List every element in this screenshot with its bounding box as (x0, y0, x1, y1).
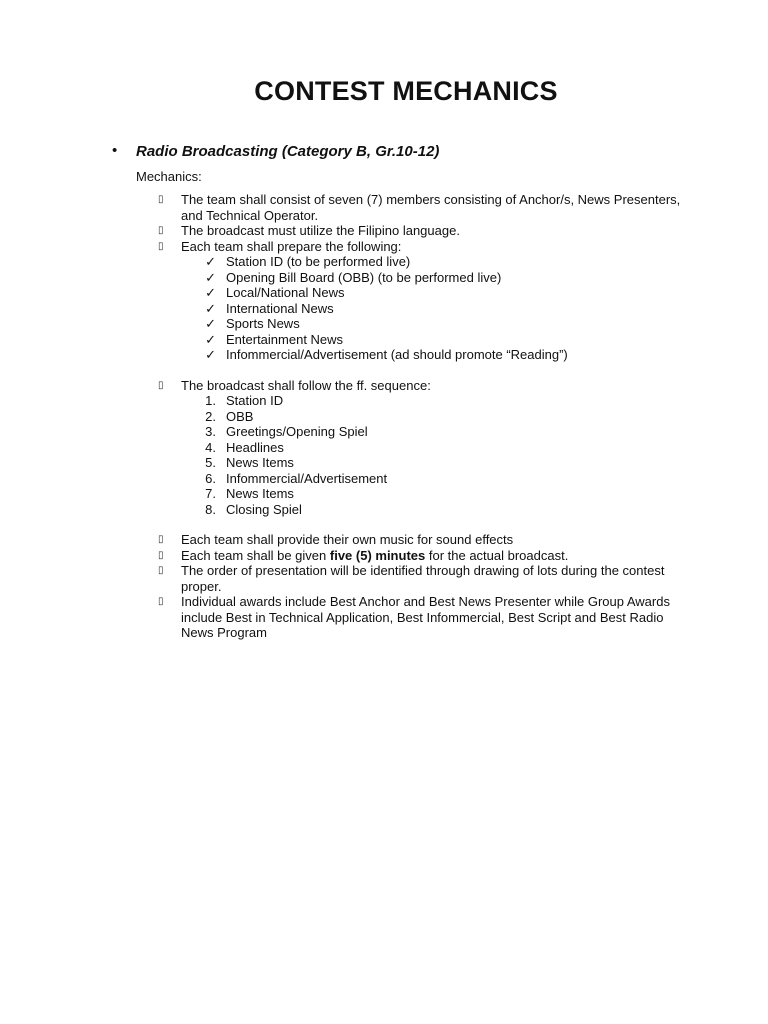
sequence-item: 7. News Items (205, 486, 294, 501)
sequence-item: 5. News Items (205, 455, 294, 470)
sublist-item: ✓ Entertainment News (181, 332, 698, 348)
list-item (158, 223, 698, 239)
list-item (158, 532, 698, 548)
sublist-item: ✓ Sports News (181, 316, 698, 332)
bullet-icon: ▯ (158, 240, 164, 252)
bullet-icon: • (112, 142, 118, 159)
list-item-text: The team shall consist of seven (7) members consisting of Anchor/s, News Presenters, and Technical Operator. (181, 192, 681, 223)
bullet-icon: ▯ (158, 565, 164, 576)
mechanics-list (158, 192, 698, 641)
sequence-item: 4. Headlines (205, 439, 284, 455)
check-icon: ✓ (205, 254, 216, 269)
bullet-icon: ▯ (158, 534, 164, 545)
bullet-icon: ▯ (158, 225, 164, 236)
prepare-sublist (181, 254, 698, 363)
bullet-icon: ▯ (158, 549, 164, 561)
check-icon: ✓ (205, 316, 216, 331)
list-item-text-after: for the actual broadcast. (425, 547, 569, 563)
sublist-item: ✓ Infommercial/Advertisement (ad should promote “Reading”) (181, 347, 698, 363)
sequence-item: 1. Station ID (205, 393, 284, 408)
bullet-icon: ▯ (158, 596, 164, 607)
sequence-item: 6. Infommercial/Advertisement (205, 470, 388, 486)
list-item-text: The order of presentation will be identified through drawing of lots during the contest proper. (181, 563, 665, 594)
check-icon: ✓ (205, 331, 216, 347)
list-item (158, 239, 698, 255)
mechanics-label: Mechanics: (136, 169, 202, 184)
list-item-text-before: Each team shall be given (181, 547, 330, 563)
check-icon: ✓ (205, 300, 216, 316)
sublist-item: ✓ Station ID (to be performed live) (181, 254, 698, 270)
sublist-item: ✓ International News (181, 301, 698, 317)
list-item-text: The broadcast must utilize the Filipino language. (181, 223, 460, 238)
list-item (158, 563, 698, 594)
sequence-sublist (181, 393, 698, 517)
sublist-item: ✓ Local/National News (181, 285, 698, 301)
list-item-text: The broadcast shall follow the ff. sequence: (181, 377, 431, 393)
sequence-item: 8. Closing Spiel (205, 501, 302, 517)
section-heading-text: Radio Broadcasting (Category B, Gr.10-12) (136, 143, 440, 160)
check-icon: ✓ (205, 285, 216, 300)
sequence-item: 2. OBB (205, 408, 254, 424)
sublist-item: ✓ Opening Bill Board (OBB) (to be performed live) (181, 270, 698, 286)
list-item-text: Individual awards include Best Anchor and Best News Presenter while Group Awards include Best in Technical Application, Best Infommercial, Best Script and Best Radio News Program (181, 594, 670, 640)
list-item-text: Each team shall provide their own music for sound effects (181, 532, 514, 547)
list-item (158, 594, 698, 641)
list-item (158, 378, 698, 394)
page-title: CONTEST MECHANICS (254, 76, 558, 106)
bullet-icon: ▯ (158, 379, 164, 391)
list-item-text: Each team shall prepare the following: (181, 238, 402, 254)
check-icon: ✓ (205, 269, 216, 285)
check-icon: ✓ (205, 347, 216, 362)
list-item (158, 548, 698, 564)
bullet-icon: ▯ (158, 194, 164, 205)
list-item-text-bold: five (5) minutes (329, 547, 426, 563)
list-item (158, 192, 698, 223)
sequence-item: 3. Greetings/Opening Spiel (205, 424, 368, 439)
